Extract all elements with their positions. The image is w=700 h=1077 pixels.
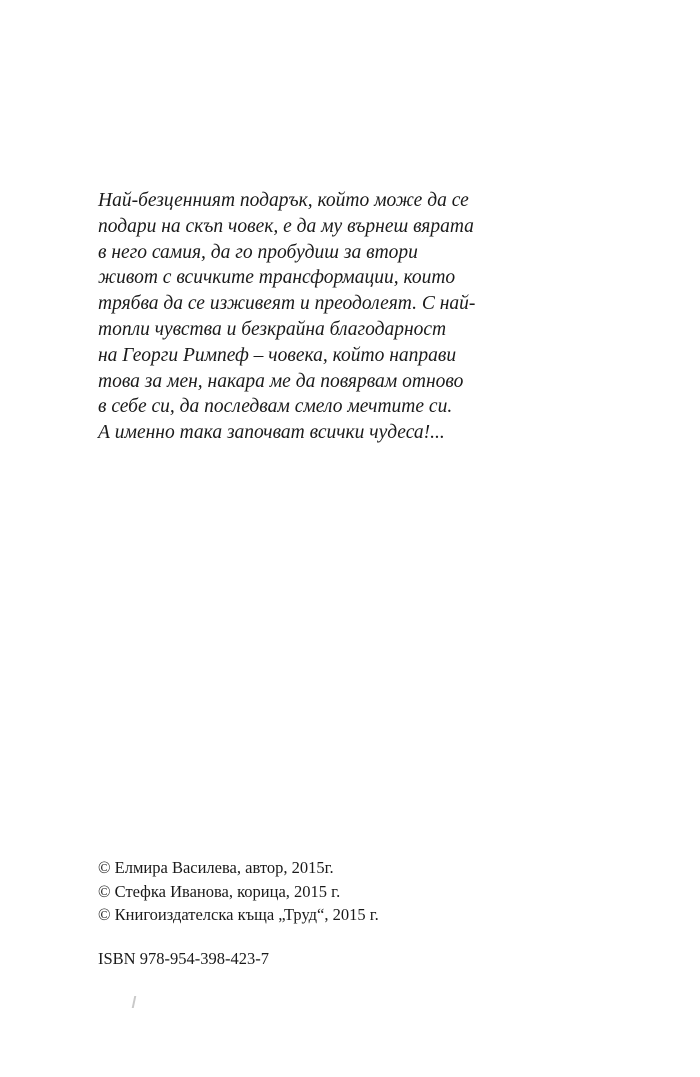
dedication-line: това за мен, накара ме да повярвам отново	[98, 370, 464, 392]
print-mark	[132, 996, 137, 1008]
dedication-line: трябва да се изживеят и преодолеят. С най-	[98, 293, 476, 315]
dedication-text	[98, 188, 538, 446]
dedication-line: в себе си, да последвам смело мечтите си.	[98, 396, 453, 418]
dedication-line: Най-безценният подарък, който може да се	[98, 190, 469, 211]
isbn-number: ISBN 978-954-398-423-7	[98, 949, 269, 968]
copyright-block	[98, 856, 379, 927]
dedication-line: А именно така започват всички чудеса!...	[98, 422, 445, 444]
dedication-line: на Георги Римпеф – човека, който направи	[98, 344, 457, 366]
copyright-publisher: © Книгоиздателска къща „Труд“, 2015 г.	[98, 905, 379, 924]
dedication-line: в него самия, да го пробудиш за втори	[98, 241, 418, 263]
dedication-line: живот с всичките трансформации, които	[98, 267, 456, 289]
dedication-line: подари на скъп човек, е да му върнеш вярата	[98, 215, 474, 237]
dedication-line: топли чувства и безкрайна благодарност	[98, 318, 447, 340]
copyright-author: © Елмира Василева, автор, 2015г.	[98, 858, 334, 877]
copyright-cover: © Стефка Иванова, корица, 2015 г.	[98, 881, 341, 901]
